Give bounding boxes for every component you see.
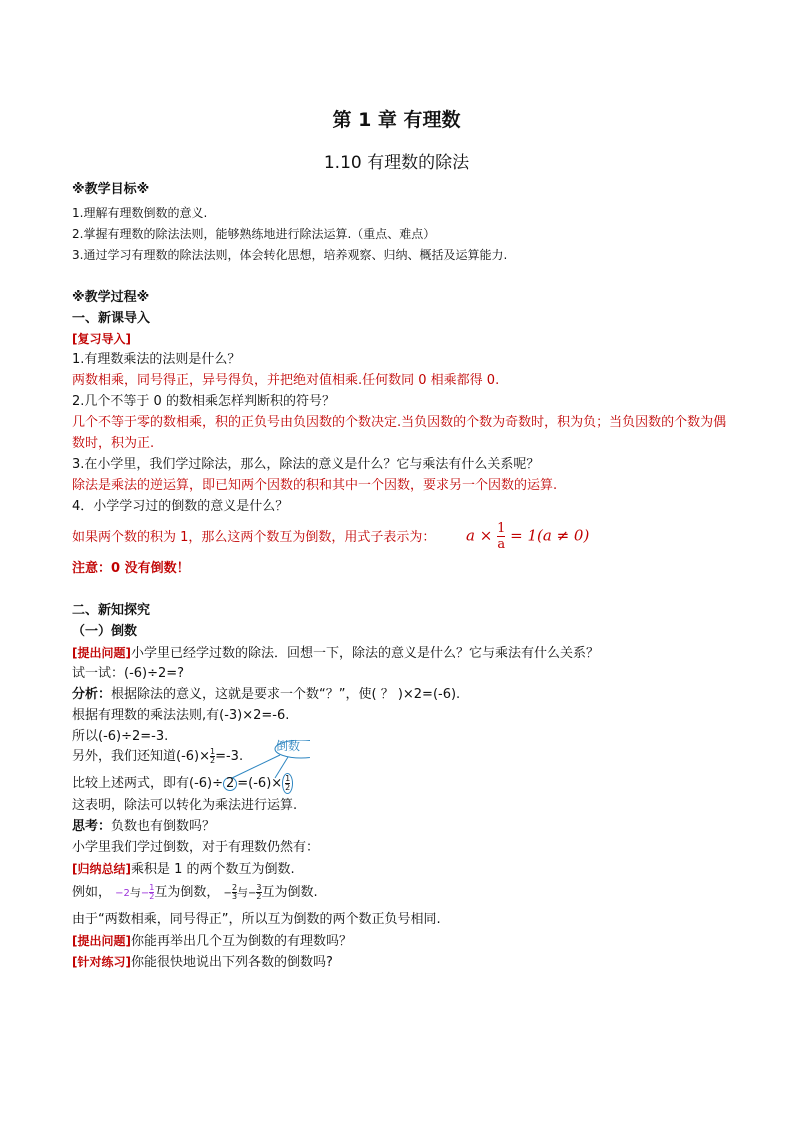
summary-text: 乘积是 1 的两个数互为倒数. [130,862,295,877]
think-text: 负数也有倒数吗？ [111,819,216,834]
half-denominator: 2 [210,756,216,765]
circled-half-denominator: 2 [285,783,291,792]
summary-line [72,861,295,878]
example1-value: −2 [115,888,130,899]
part1-heading: 一、新课导入 [72,311,151,326]
question-4: 4．小学学习过的倒数的意义是什么？ [72,499,289,514]
question2-line [72,933,352,950]
question-text: 小学里已经学过数的除法．回想一下，除法的意义是什么？它与乘法有什么关系？ [130,646,599,661]
process-heading: ※教学过程※ [72,290,150,305]
example2-numerator: 2 [231,883,238,892]
example-label: 例如， [72,885,112,900]
compare-line [72,773,293,794]
answer-4: 如果两个数的积为 1，那么这两个数互为倒数，用式子表示为： [72,530,436,545]
formula-numerator: 1 [497,521,506,536]
circled-half-numerator: 1 [285,774,291,783]
formula-denominator: a [497,537,506,552]
example1-with: 与 [129,886,141,899]
example2-denominator: 3 [231,892,238,901]
still-line: 小学里我们学过倒数，对于有理数仍然有： [72,840,320,855]
question2-text: 你能再举出几个互为倒数的有理数吗？ [130,934,352,949]
zero-note: 注意：0 没有倒数！ [72,561,190,576]
practice-tag: [针对练习] [72,955,131,969]
example2-text: 互为倒数. [261,885,318,900]
formula-fraction [497,521,505,552]
reciprocal-formula [466,521,589,552]
example1-denominator: 2 [149,892,155,901]
chapter-title: 第 1 章 有理数 [332,109,461,131]
callout-bubble [275,740,310,758]
also-result: =-3. [215,749,244,764]
answer-1: 两数相乘，同号得正，异号得负，并把绝对值相乘.任何数同 0 相乘都得 0. [72,373,500,388]
analysis-label: 分析： [72,687,112,702]
example2-denominator2: 2 [256,892,262,901]
shows-line: 这表明，除法可以转化为乘法进行运算. [72,798,298,813]
example2-numerator2: 3 [256,883,262,892]
think-label: 思考： [72,819,112,834]
practice-text: 你能很快地说出下列各数的倒数吗? [130,955,333,970]
multiplication-line: 根据有理数的乘法法则,有(-3)×2=-6. [72,708,290,723]
reciprocal-subheading: （一）倒数 [72,624,138,639]
summary-tag: [归纳总结] [72,862,131,876]
formula-right: = 1(a ≠ 0) [510,526,590,545]
think-line [72,819,215,835]
example2-neg: − [223,888,232,899]
goals-heading: ※教学目标※ [72,182,150,197]
compare-equals: =(-6)× [237,776,283,791]
example2-with: 与 [237,886,249,899]
goal-item-3: 3.通过学习有理数的除法法则，体会转化思想，培养观察、归纳、概括及运算能力. [72,248,508,262]
example1-neg: − [140,888,150,899]
compare-text: 比较上述两式，即有(-6)÷ [72,776,223,791]
goal-item-1: 1.理解有理数倒数的意义. [72,206,208,220]
example2-neg2: − [248,888,257,899]
question-prompt [72,645,599,662]
example1-numerator: 1 [149,883,155,892]
review-tag: [复习导入] [72,332,131,346]
also-text: 另外，我们还知道(-6)× [72,749,210,764]
try-line: 试一试：(-6)÷2=? [72,666,185,681]
question-1: 1.有理数乘法的法则是什么？ [72,352,241,367]
half-numerator: 1 [210,747,216,756]
so-line: 所以(-6)÷2=-3. [72,729,169,744]
section-title: 1.10 有理数的除法 [323,153,470,173]
example-line [72,884,318,902]
sign-line: 由于“两数相乘，同号得正”，所以互为倒数的两个数正负号相同. [72,912,441,927]
analysis-line [72,687,460,703]
circled-half [282,773,293,794]
formula-left: a × [466,526,493,545]
question2-tag: [提出问题] [72,934,131,948]
question-2: 2.几个不等于 0 的数相乘怎样判断积的符号？ [72,394,335,409]
answer-2: 几个不等于零的数相乘，积的正负号由负因数的个数决定.当负因数的个数为奇数时，积为负；当负因数的个数为偶数时，积为正. [72,415,727,451]
analysis-text: 根据除法的意义，这就是要求一个数“？”，使( ？ )×2=(-6). [111,687,461,702]
question-3: 3.在小学里，我们学过除法，那么，除法的意义是什么？它与乘法有什么关系呢？ [72,457,540,472]
circled-two: 2 [223,777,237,791]
practice-line [72,954,333,971]
reciprocal-callout: 倒数 [276,739,301,753]
part2-heading: 二、新知探究 [72,603,151,618]
question-tag: [提出问题] [72,646,131,660]
answer-3: 除法是乘法的逆运算，即已知两个因数的积和其中一个因数，要求另一个因数的运算. [72,478,558,493]
example1-text: 互为倒数， [154,885,220,900]
goal-item-2: 2.掌握有理数的除法法则，能够熟练地进行除法运算.（重点、难点） [72,227,436,241]
